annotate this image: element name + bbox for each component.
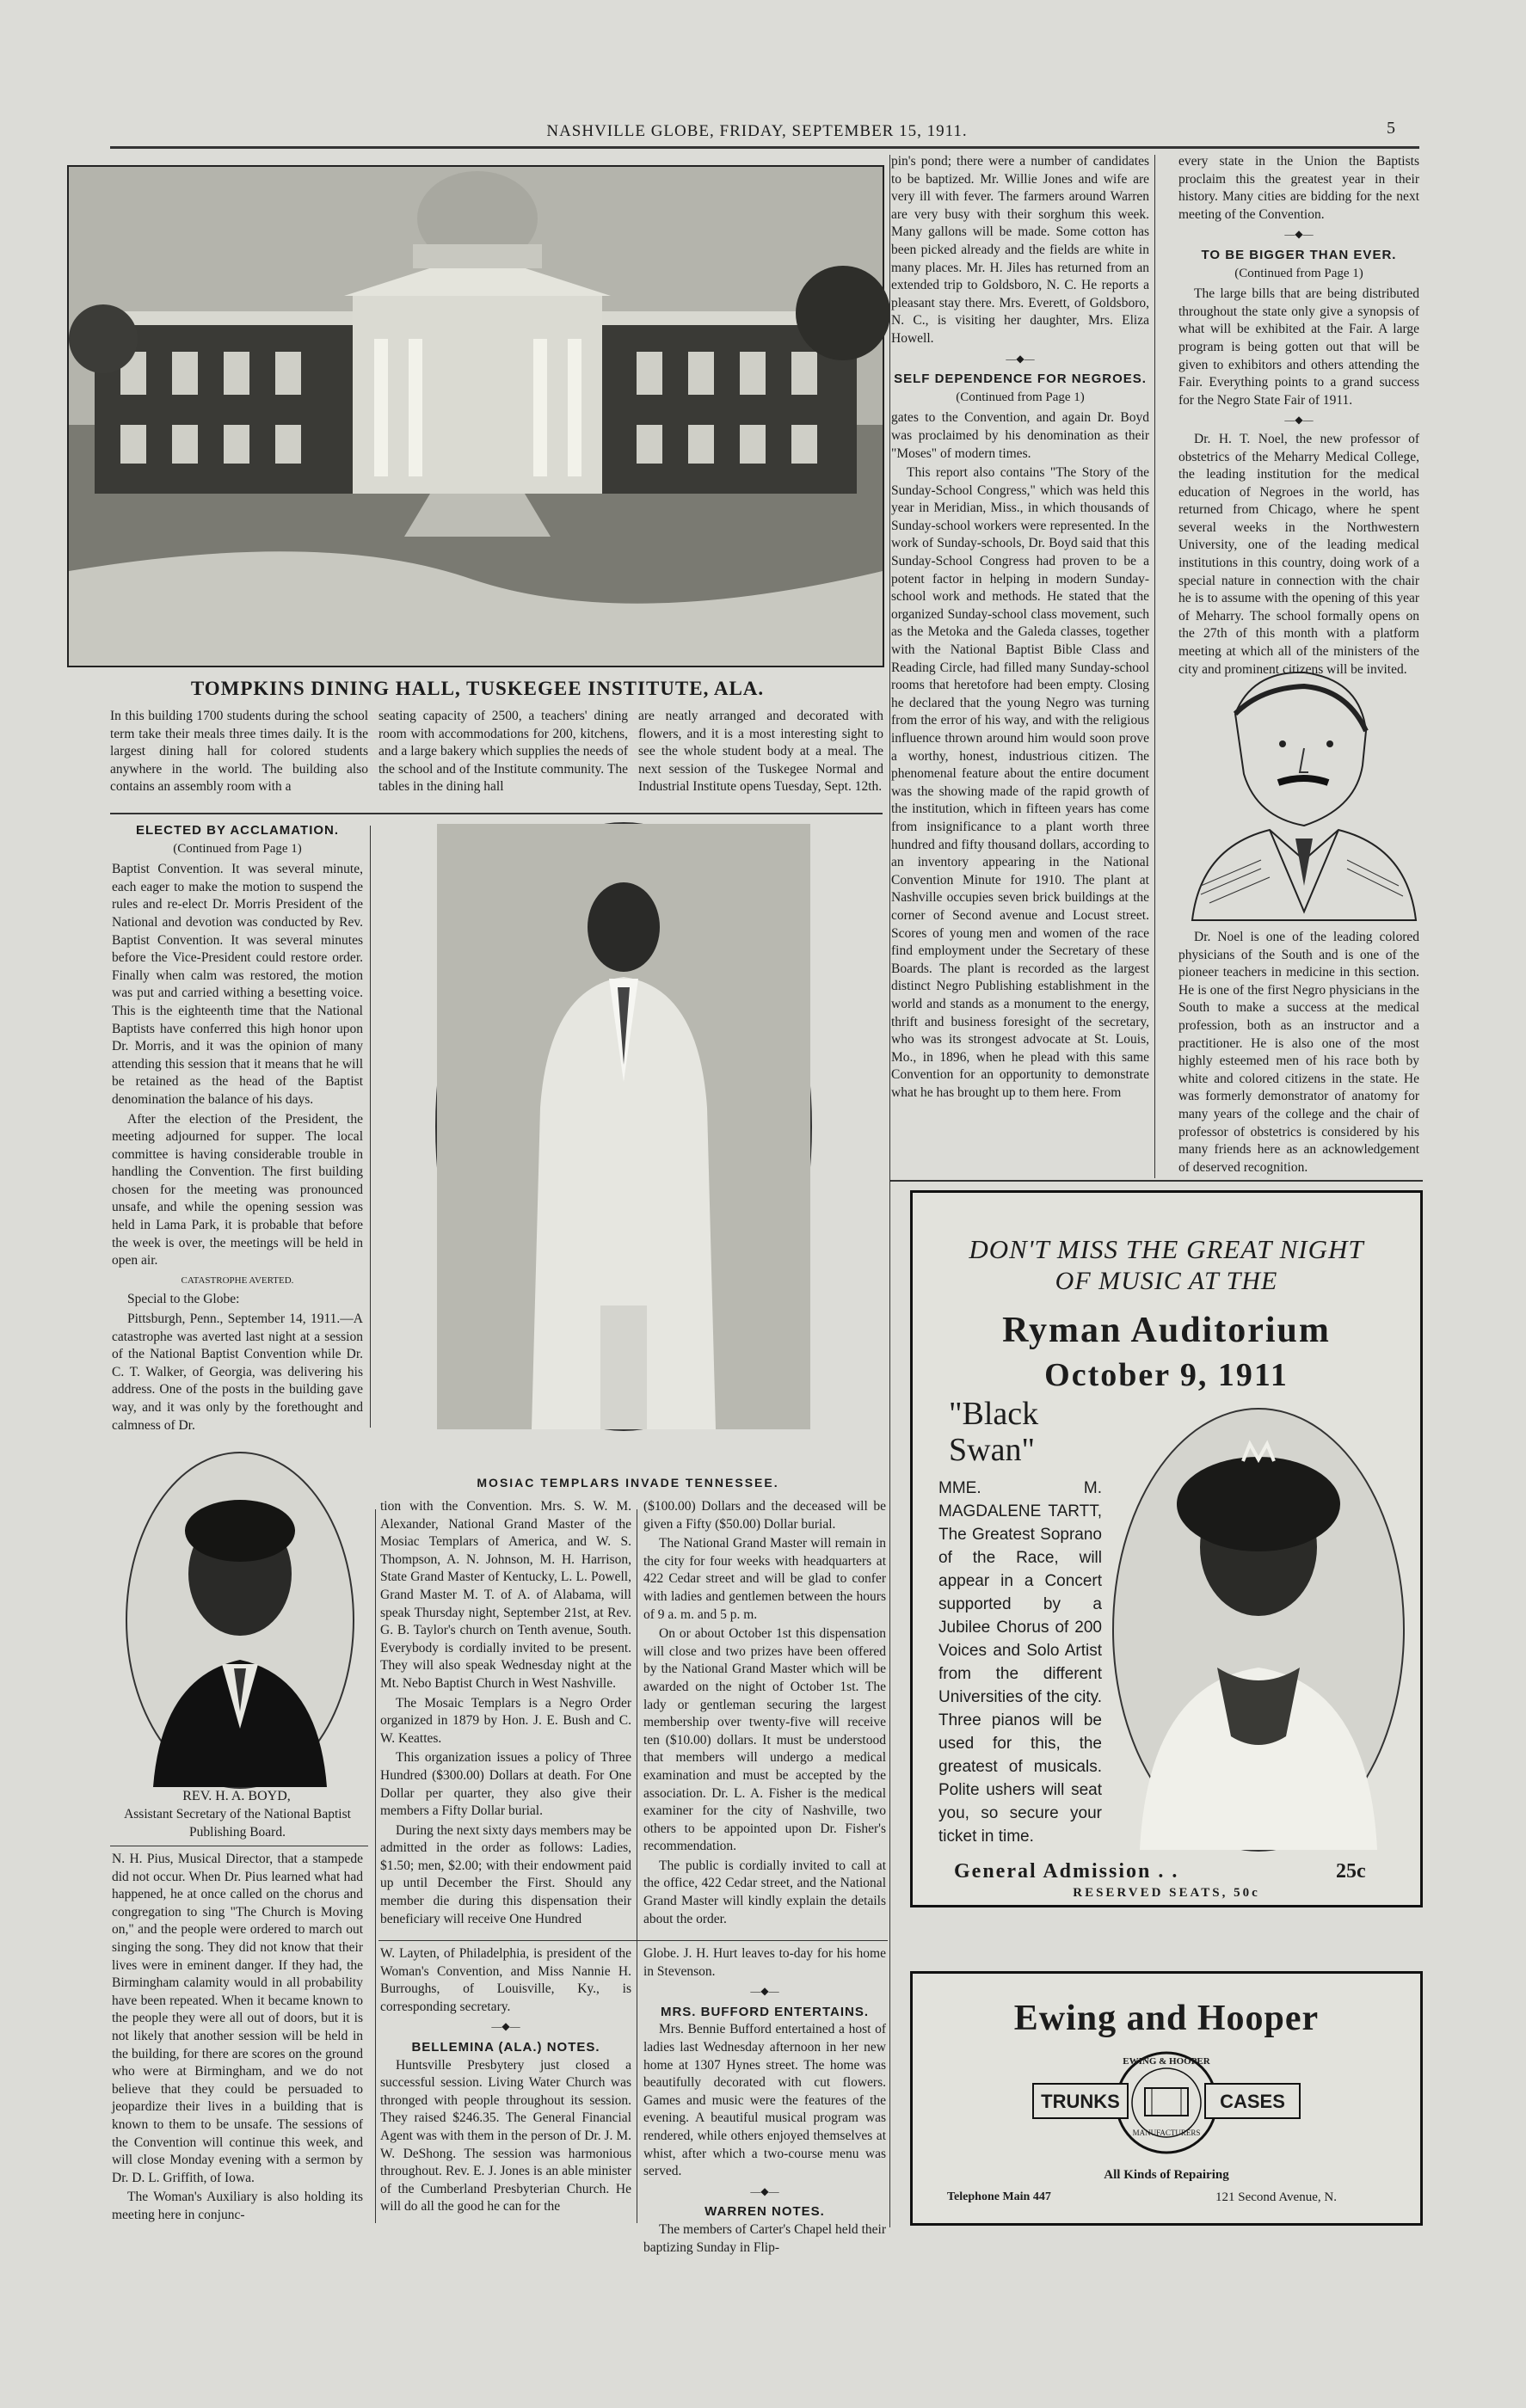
- trunks-label: TRUNKS: [1041, 2091, 1120, 2112]
- noel-portrait-sketch: [1175, 662, 1421, 920]
- paragraph: On or about October 1st this dispensation will close and two prizes have been offered by the National Grand Master which will be awarded on the night of October 1st. The lady or gentleman securing the largest membership over twenty-five will receive ten ($10.00) dollars. It must be understood that members will undergo a medical examination and must be accepted by the association. Dr. L. A. Fisher is the medical examiner for the city of Nashville, two others to be appointed upon Dr. Fisher's recommendation.: [643, 1626, 886, 1854]
- boyd-title: Assistant Secretary of the National Baptist Publishing Board.: [124, 1807, 351, 1840]
- tompkins-hall-photo: [67, 165, 884, 667]
- column-rule: [375, 1509, 376, 2223]
- tartt-portrait: [1112, 1408, 1405, 1852]
- paragraph: gates to the Convention, and again Dr. Boyd was proclaimed by his denomination as their "Moses" of modern times.: [891, 410, 1149, 461]
- article-title: MRS. BUFFORD ENTERTAINS.: [660, 2004, 870, 2019]
- paragraph: tion with the Convention. Mrs. S. W. M. Alexander, National Grand Master of the Mosiac Templars of America, and W. S. Thompson, A. N. Johnson, M. H. Harrison, State Grand Master of Kentucky, L. L. Powell, Grand Master M. T. of A. of Alabama, will speak Thursday night, September 21st, at Rev. G. B. Taylor's church on Tenth avenue, South. Everybody is cordially invited to be present. They will also speak Wednesday night at the Mt. Nebo Baptist Church in West Nashville.: [380, 1499, 631, 1691]
- paragraph: During the next sixty days members may be admitted in the order as follows: Ladies, $1.50; men, $2.00; with their endowment paid up until December the First. Should any member die during this dispensation their beneficiary will receive One Hundred: [380, 1822, 631, 1926]
- section-rule: [110, 813, 883, 814]
- article-elected: [112, 819, 363, 1433]
- paragraph: Mrs. Bennie Bufford entertained a host of ladies last Wednesday afternoon in her new home at 1307 Hynes street. The home was beautifully decorated with cut flowers. Games and music were the features of the evening. A beautiful musical program was rendered, while others enjoyed themselves at whist, after which a two-course menu was served.: [643, 2022, 886, 2179]
- section-rule: [378, 1940, 888, 1941]
- show-title: "Black Swan": [949, 1396, 1039, 1468]
- continued-note: (Continued from Page 1): [173, 841, 302, 856]
- divider: —◆—: [750, 1985, 779, 1998]
- divider: —◆—: [1284, 228, 1314, 241]
- subhead: CATASTROPHE AVERTED.: [181, 1275, 294, 1286]
- article-bufford: [643, 1945, 886, 2255]
- paragraph: The members of Carter's Chapel held their baptizing Sunday in Flip-: [643, 2221, 886, 2255]
- paragraph: W. Layten, of Philadelphia, is president of the Woman's Convention, and Miss Nannie H. Burroughs, of Louisville, Ky., is corresponding secretary.: [380, 1946, 631, 2014]
- article-self-dependence: [891, 153, 1149, 1178]
- paragraph: pin's pond; there were a number of candidates to be baptized. Mr. Willie Jones and wife are very ill with fever. The farmers around Warren are very busy with their sorghum this week. Many gallons will be made. Some cotton has been picked already and the fields are white in many places. Mr. H. Jiles has returned from an extended trip to Goldsboro, N. C. He reports a pleasant stay there. Mrs. Everett, of Goldsboro, N. C., is visiting her daughter, Mrs. Eliza Howell.: [891, 154, 1149, 346]
- tuskegee-caption: TOMPKINS DINING HALL, TUSKEGEE INSTITUTE, ALA.: [190, 678, 765, 699]
- admission-price: 25c: [1336, 1860, 1366, 1883]
- tuskegee-text-2: seating capacity of 2500, a teachers' dining room with accommodations for 200, kitchens, and a large bakery which supplies the needs of the school and of the Institute community. The tables in the dining hall: [378, 709, 628, 795]
- article-title: WARREN NOTES.: [705, 2204, 825, 2220]
- paragraph: ($100.00) Dollars and the deceased will be given a Fifty ($50.00) Dollar burial.: [643, 1499, 886, 1532]
- telephone: Telephone Main 447: [947, 2190, 1051, 2203]
- reserved-seats: RESERVED SEATS, 50c: [1073, 1886, 1260, 1900]
- templars-caption: MOSIAC TEMPLARS INVADE TENNESSEE.: [477, 1476, 779, 1490]
- emblem-small-text: MANUFACTURERS: [1132, 2128, 1201, 2137]
- divider: —◆—: [1006, 352, 1035, 365]
- paragraph: Special to the Globe:: [127, 1292, 240, 1307]
- templar-portrait: [435, 822, 812, 1431]
- cases-label: CASES: [1220, 2091, 1285, 2112]
- masthead-title: NASHVILLE GLOBE, FRIDAY, SEPTEMBER 15, 1911.: [546, 122, 968, 140]
- trunk-logo: [1016, 2049, 1317, 2161]
- boyd-portrait: [126, 1452, 354, 1789]
- paragraph: Pittsburgh, Penn., September 14, 1911.—A catastrophe was averted last night at a session of the National Baptist Convention while Dr. C. T. Walker, of Georgia, was delivering his address. One of the posts in the building gave way, and it was only by the forethought and calmness of Dr.: [112, 1312, 363, 1433]
- templars-col-2: [643, 1498, 886, 1937]
- article-title: ELECTED BY ACCLAMATION.: [135, 823, 340, 838]
- paragraph: N. H. Pius, Musical Director, that a stampede did not occur. When Dr. Pius learned what had happened, he at once called on the chorus and congregation to sing "The Church is Moving on," and the people were ordered to march out singing the song. They did not know that their lives were in eminent danger. If they had, the Birmingham calamity would in all probability have been repeated. When it became known to the people they were all out of doors, but it is not likely that another session will be held in the building, for there are scores on the ground who were at Birmingham, and we do not believe that they could be persuaded to jeopardize their lives in a building that is known to them to be unsafe. The sessions of the Convention will continue this week, and will close Monday evening with a sermon by Dr. D. L. Griffith, of Iowa.: [112, 1852, 363, 2185]
- admission-label: General Admission . .: [954, 1860, 1179, 1883]
- repairing-line: All Kinds of Repairing: [1104, 2168, 1229, 2182]
- article-noel: [1178, 929, 1419, 1178]
- article-bellemina: [380, 1945, 631, 2229]
- paragraph: After the election of the President, the meeting adjourned for supper. The local committee is having considerable trouble in handling the Convention. The first building chosen for the meeting was pronounced unsafe, and while the opening session was held in Lama Park, it is probable that before the week is over, the meetings will be held in open air.: [112, 1111, 363, 1268]
- article-title: SELF DEPENDENCE FOR NEGROES.: [894, 372, 1147, 387]
- boyd-name: REV. H. A. BOYD,: [182, 1789, 291, 1803]
- venue-name: Ryman Auditorium: [1002, 1311, 1331, 1350]
- tuskegee-text-1: In this building 1700 students during the school term take their meals three times daily. It is the largest dining hall for colored students anywhere in the world. The building also contains an assembly room with a: [110, 709, 368, 795]
- tuskegee-text-3: are neatly arranged and decorated with flowers, and it is a most interesting sight to see the whole student body at a meal. The next session of the Tuskegee Normal and Industrial Institute opens Tuesday, Sept. 12th.: [638, 709, 883, 795]
- masthead-rule: [110, 146, 1419, 149]
- paragraph: This organization issues a policy of Three Hundred ($300.00) Dollars at death. For One Dollar per quarter, they also give their members a Fifty Dollar burial.: [380, 1750, 631, 1819]
- paragraph: The National Grand Master will remain in the city for four weeks with headquarters at 422 Cedar street and will be glad to confer with ladies and gentlemen between the hours of 9 a. m. and 5 p. m.: [643, 1536, 886, 1622]
- paragraph: The large bills that are being distributed throughout the state only give a synopsis of what will be exhibited at the Fair. A large program is being gotten out that will be given to exhibitors and others attending the Fair. Everything points to a grand success for the Negro State Fair of 1911.: [1178, 286, 1419, 408]
- ewing-hooper-advertisement: [910, 1971, 1423, 2226]
- ryman-advertisement: [910, 1190, 1423, 1907]
- paragraph: Globe. J. H. Hurt leaves to-day for his home in Stevenson.: [643, 1946, 886, 1979]
- paragraph: The Woman's Auxiliary is also holding its meeting here in conjunc-: [112, 2190, 363, 2222]
- paragraph: Dr. Noel is one of the leading colored physicians of the South and is one of the pioneer teachers in medicine in this section. He is one of the first Negro physicians in the South to make a success at the medical profession, both as an instructor and a practitioner. He is also one of the most highly esteemed men of his race both by white and colored citizens in the state. He was formerly demonstrator of anatomy for many years of the college and the chair of professor of obstetrics is considered by his many friends here as an acknowledgement of deserved recognition.: [1178, 930, 1419, 1175]
- article-elected-cont: [112, 1851, 363, 2229]
- column-rule: [889, 155, 890, 2227]
- paragraph: Baptist Convention. It was several minute, each eager to make the motion to suspend the rules and re-elect Dr. Morris President of the National and devotion was conducted by Rev. Baptist Convention. It was several minutes before the Vice-President could restore order. Finally when calm was restored, the motion was put and carried withing a besetting voice. This is the eighteenth time that the National Baptists have conferred this high honor upon Dr. Morris, and it was the opinion of many attending this session that it means that he will be retained as the head of the Baptist denomination the balance of his days.: [112, 862, 363, 1107]
- paragraph: Dr. H. T. Noel, the new professor of obstetrics of the Meharry Medical College, the leading institution for the medical education of Negroes in the world, has returned from Chicago, where he spent several weeks in the Northwestern University, one of the leading medical institutions in this country, doing work of a special nature in connection with the chair he is to assume with the opening of this year of Meharry. The school formally opens on the 27th of this month with a platform meeting at which all of the ministers of the city and prominent citizens will be invited.: [1178, 431, 1419, 677]
- divider: —◆—: [491, 2020, 520, 2033]
- concert-date: October 9, 1911: [1044, 1357, 1289, 1393]
- templars-col-1: [380, 1498, 631, 1937]
- continued-note: (Continued from Page 1): [956, 390, 1085, 404]
- paragraph: The public is cordially invited to call at the office, 422 Cedar street, and the National Grand Master will kindly explain the details about the order.: [643, 1858, 886, 1926]
- page-number: 5: [1387, 119, 1395, 138]
- ad-line-2: OF MUSIC AT THE: [1055, 1267, 1278, 1295]
- section-rule: [889, 1180, 1423, 1182]
- continued-note: (Continued from Page 1): [1234, 266, 1363, 280]
- paragraph: Huntsville Presbytery just closed a successful session. Living Water Church was thronged with people throughout its session. They raised $246.35. The General Financial Agent was with them in the person of Dr. J. M. W. DeShong. The session was harmonious throughout. Rev. E. J. Jones is an able minister of the Cumberland Presbyterian Church. He will do all the good he can for the: [380, 2057, 631, 2214]
- divider: —◆—: [750, 2184, 779, 2197]
- divider: —◆—: [1284, 414, 1314, 427]
- column-rule: [1154, 155, 1155, 1178]
- concert-description: MME. M. MAGDALENE TARTT, The Greatest Soprano of the Race, will appear in a Concert supported by a Jubilee Chorus of 200 Voices and Solo Artist from the different Universities of the city. Three pianos will be used for this, the greatest of musicals. Polite ushers will seat you, so secure your ticket in time.: [938, 1479, 1102, 1846]
- paragraph: This report also contains "The Story of the Sunday-School Congress," which was held this year in Meridian, Miss., in which thousands of Sunday-school workers were represented. In the work of Sunday-schools, Dr. Boyd said that this Sunday-School Congress had proven to be a potent factor in helping in modern Sunday-school work and methods. He stated that the organized Sunday-school class movement, such as the Metoka and the Galeda classes, together with the National Baptist Bible Class and Reading Circle, had filled many Sunday-school rooms that heretofore had been empty. Closing he declared that the young Negro was turning from the error of his way, and with the religious influence thrown around him would soon prove a worthy, honest, industrious citizen. The phenomenal feature about the entire document was the showing made of the rapid growth of the institution, which in fifteen years has come from insignificance to a plant worth three hundred and fifty thousand dollars, according to an inventory appearing in the National Convention Minute for 1910. The plant at Nashville occupies seven brick buildings at the corner of Second avenue and Locust street. Scores of young men and women of the race find employment under the Secretary of these Boards. The plant is recorded as the largest distinct Negro Publishing establishment in the world and stands as a monument to the energy, thrift and business foresight of the secretary, who was its strongest advocate at St. Louis, Mo., in 1896, when he plead with this same Convention for an opportunity to demonstrate what he has brought up to them here. From: [891, 465, 1149, 1100]
- emblem-top-text: EWING & HOOPER: [1123, 2056, 1210, 2067]
- article-title: TO BE BIGGER THAN EVER.: [1201, 247, 1397, 262]
- article-bigger: [1178, 153, 1419, 677]
- address: 121 Second Avenue, N.: [1215, 2190, 1337, 2204]
- article-title: BELLEMINA (ALA.) NOTES.: [411, 2039, 600, 2055]
- paragraph: every state in the Union the Baptists proclaim this the greatest year in their history. Many cities are bidding for the next meeting of the Convention.: [1178, 154, 1419, 222]
- ad-line-1: DON'T MISS THE GREAT NIGHT: [969, 1234, 1364, 1264]
- business-name: Ewing and Hooper: [1013, 1999, 1320, 2038]
- paragraph: The Mosaic Templars is a Negro Order organized in 1879 by Hon. J. E. Bush and C. W. Keattes.: [380, 1695, 631, 1746]
- column-rule: [370, 826, 371, 1428]
